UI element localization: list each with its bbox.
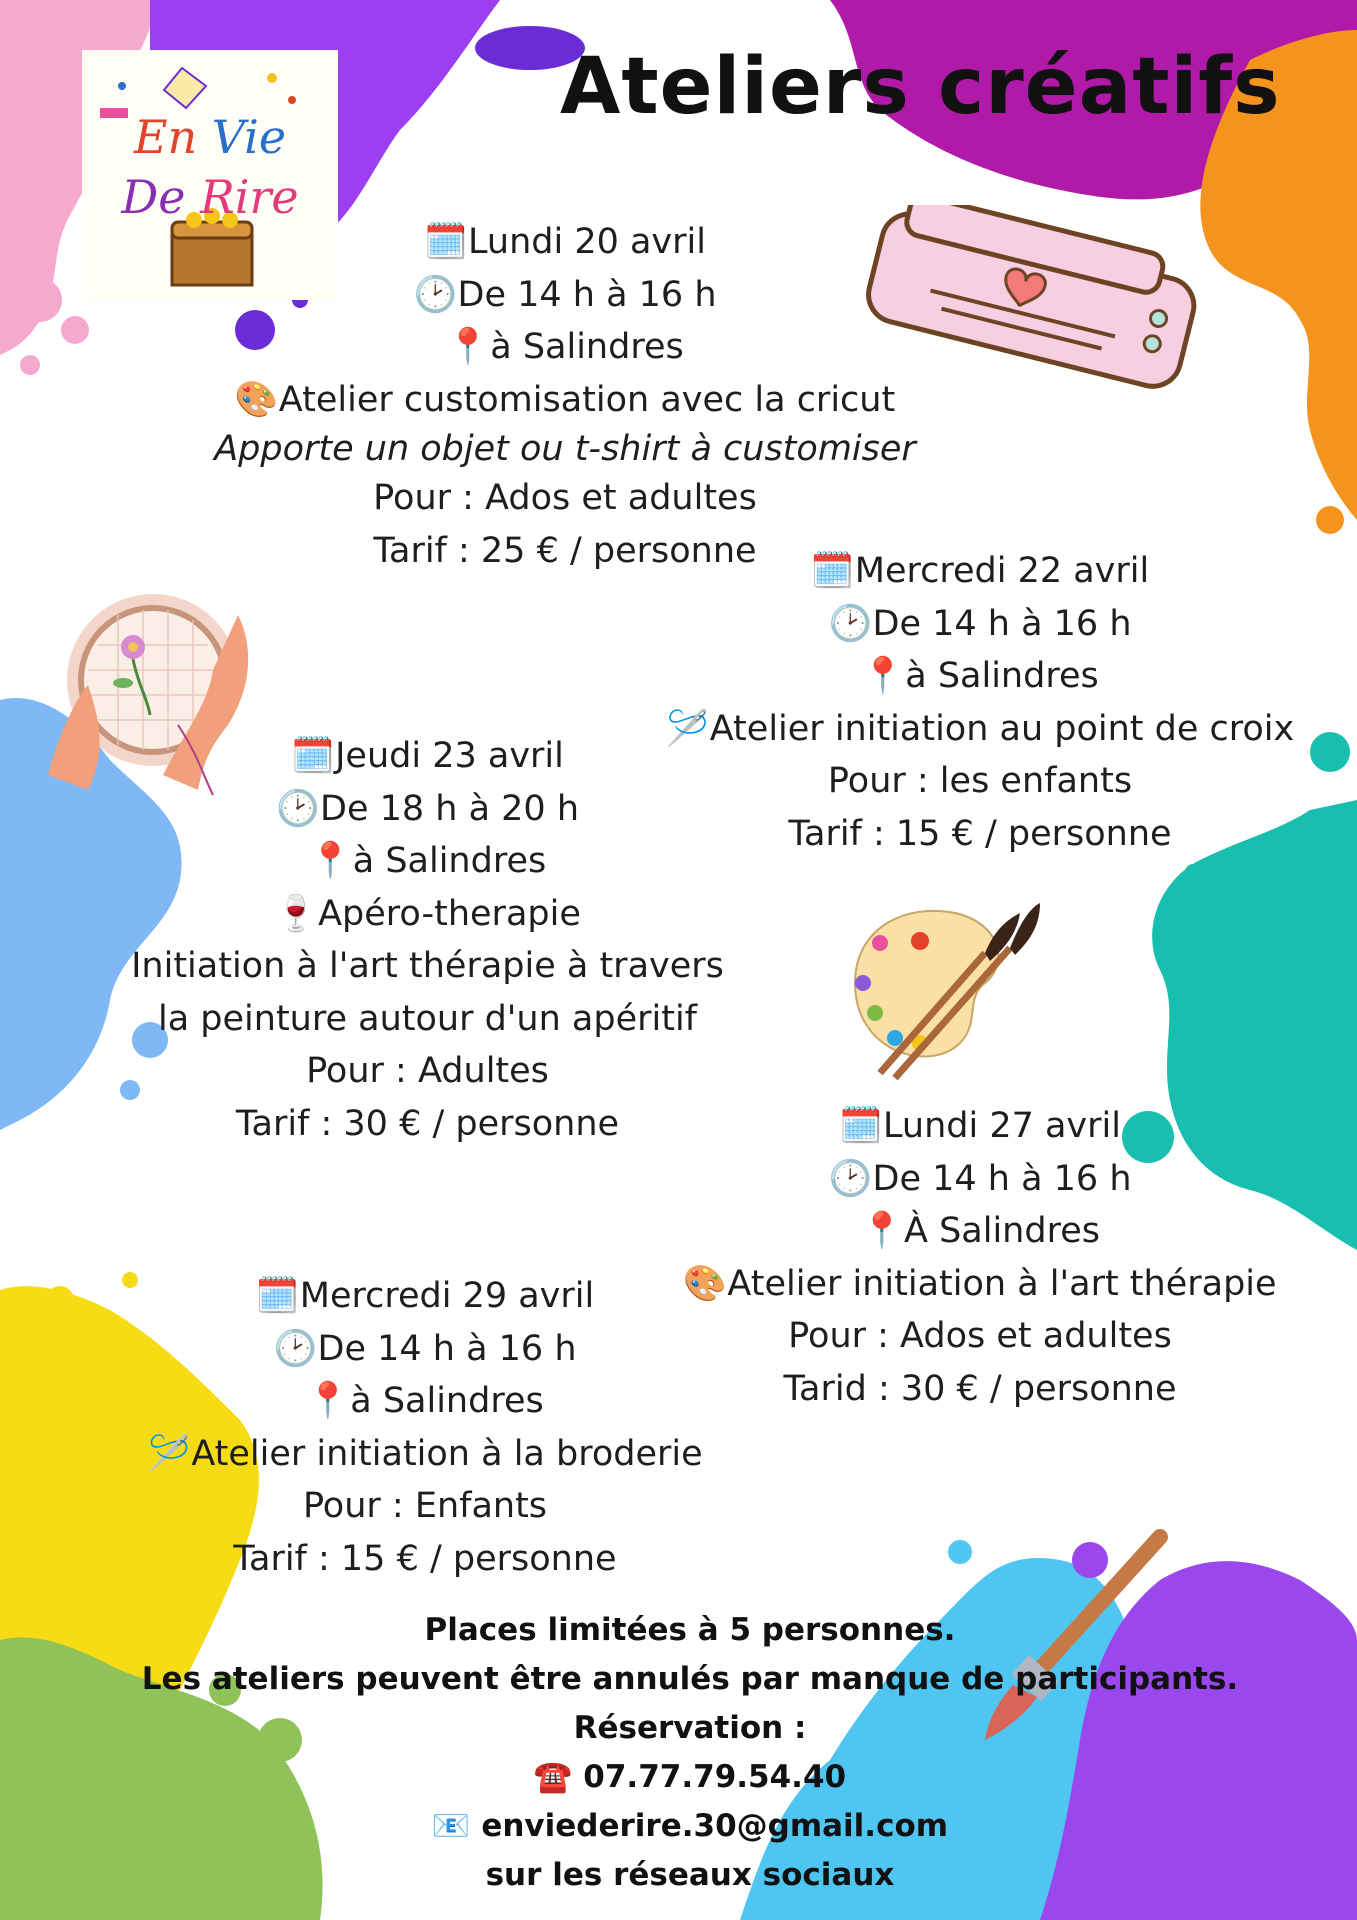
- clock-icon: 🕑: [828, 603, 873, 644]
- reservation-footer: [80, 1606, 1300, 1900]
- logo-word-de: De: [121, 170, 186, 224]
- calendar-icon: 🗓️: [255, 1276, 300, 1316]
- clock-icon: 🕑: [413, 274, 458, 315]
- event-date-line: [110, 216, 1020, 269]
- event-time-line: [650, 1153, 1310, 1206]
- light-blue-splash-drop: [948, 1540, 972, 1564]
- event-activity: Atelier customisation avec la cricut: [278, 379, 896, 420]
- event-date: Mercredi 29 avril: [299, 1276, 595, 1316]
- event-date-line: [650, 545, 1310, 598]
- event-place: À Salindres: [904, 1211, 1100, 1251]
- page-title: Ateliers créatifs: [560, 42, 1281, 132]
- logo-line-1: [82, 110, 338, 164]
- event-activity: Atelier initiation à l'art thérapie: [727, 1263, 1277, 1304]
- event-card-4: [650, 1100, 1310, 1415]
- event-place-line: [110, 321, 1020, 374]
- event-date-line: [650, 1100, 1310, 1153]
- calendar-icon: 🗓️: [424, 222, 468, 262]
- event-audience: Pour : Enfants: [302, 1486, 548, 1526]
- envelope-icon: 📧: [431, 1808, 482, 1844]
- event-place: à Salindres: [350, 1381, 544, 1421]
- event-audience: Pour : Ados et adultes: [788, 1316, 1172, 1356]
- social-networks-text: sur les réseaux sociaux: [485, 1857, 895, 1893]
- event-date: Mercredi 22 avril: [854, 551, 1150, 591]
- event-time: De 14 h à 16 h: [457, 274, 717, 315]
- event-time: De 18 h à 20 h: [320, 788, 579, 829]
- phone-line: [80, 1753, 1300, 1802]
- pink-splash-drop: [18, 278, 62, 322]
- event-card-3: [100, 730, 755, 1150]
- email-address[interactable]: enviederire.30@gmail.com: [481, 1808, 949, 1844]
- pin-icon: 📍: [860, 1211, 904, 1251]
- event-place: à Salindres: [490, 327, 684, 367]
- event-card-5: [110, 1270, 740, 1585]
- orange-splash-drop: [1316, 506, 1344, 534]
- event-time-line: [110, 269, 1020, 322]
- email-line: [80, 1802, 1300, 1851]
- event-time-line: [110, 1323, 740, 1376]
- pin-icon: 📍: [306, 1381, 350, 1421]
- event-card-1: [110, 216, 1020, 577]
- event-time-line: [100, 783, 755, 836]
- palette-icon: 🎨: [683, 1263, 728, 1304]
- event-activity-line: [110, 374, 1020, 427]
- pin-icon: 📍: [446, 327, 490, 367]
- event-place-line: [650, 1205, 1310, 1258]
- pin-icon: 📍: [861, 656, 905, 696]
- event-note: Apporte un objet ou t-shirt à customiser: [214, 429, 916, 469]
- event-activity: Atelier initiation au point de croix: [709, 708, 1295, 749]
- event-audience: Pour : Adultes: [306, 1051, 549, 1091]
- pink-splash-drop: [20, 355, 40, 375]
- yellow-splash-drop: [46, 1286, 74, 1314]
- clock-icon: 🕑: [276, 788, 320, 829]
- event-place-line: [110, 1375, 740, 1428]
- event-date: Jeudi 23 avril: [335, 736, 564, 776]
- places-limited-text: Places limitées à 5 personnes.: [424, 1612, 956, 1648]
- paint-palette-icon: [835, 893, 1045, 1083]
- phone-number[interactable]: 07.77.79.54.40: [583, 1759, 847, 1795]
- calendar-icon: 🗓️: [291, 736, 335, 776]
- event-time-line: [650, 598, 1310, 651]
- event-description-2: la peinture autour d'un apéritif: [157, 998, 697, 1039]
- logo-word-en: En: [133, 110, 198, 164]
- event-description-1: Initiation à l'art thérapie à travers: [131, 946, 724, 986]
- wine-glass-icon: 🍷: [274, 893, 318, 934]
- calendar-icon: 🗓️: [839, 1106, 883, 1146]
- event-activity-line: [100, 888, 755, 941]
- event-activity: Apéro-therapie: [318, 893, 581, 934]
- event-activity-line: [110, 1428, 740, 1481]
- event-place-line: [650, 650, 1310, 703]
- needle-thread-icon: 🪡: [665, 708, 710, 749]
- event-activity-line: [650, 1258, 1310, 1311]
- event-time: De 14 h à 16 h: [872, 1158, 1132, 1199]
- reservation-heading: Réservation :: [573, 1710, 807, 1746]
- event-date: Lundi 20 avril: [468, 222, 706, 262]
- palette-icon: 🎨: [234, 379, 279, 420]
- needle-thread-icon: 🪡: [147, 1433, 191, 1474]
- event-date: Lundi 27 avril: [883, 1106, 1121, 1146]
- event-price: Tarif : 15 € / personne: [788, 813, 1172, 854]
- event-date-line: [100, 730, 755, 783]
- event-audience: Pour : Ados et adultes: [373, 478, 757, 518]
- cancellation-notice: Les ateliers peuvent être annulés par manque de participants.: [141, 1661, 1239, 1697]
- event-place-line: [100, 835, 755, 888]
- clock-icon: 🕑: [828, 1158, 873, 1199]
- telephone-icon: ☎️: [533, 1759, 584, 1795]
- logo-word-vie: Vie: [211, 110, 287, 164]
- teal-splash-drop: [1310, 732, 1350, 772]
- event-time: De 14 h à 16 h: [317, 1328, 577, 1369]
- teal-splash-drop: [1185, 864, 1201, 880]
- event-place: à Salindres: [352, 841, 547, 881]
- pink-splash-drop: [61, 316, 89, 344]
- event-activity: Atelier initiation à la broderie: [191, 1433, 703, 1474]
- pin-icon: 📍: [308, 841, 353, 881]
- event-price: Tarid : 30 € / personne: [783, 1368, 1177, 1409]
- calendar-icon: 🗓️: [810, 551, 855, 591]
- event-price: Tarif : 30 € / personne: [235, 1103, 620, 1144]
- clock-icon: 🕑: [273, 1328, 318, 1369]
- event-date-line: [110, 1270, 740, 1323]
- event-audience: Pour : les enfants: [827, 761, 1133, 801]
- event-price: Tarif : 15 € / personne: [233, 1538, 617, 1579]
- event-place: à Salindres: [905, 656, 1099, 696]
- logo-word-rire: Rire: [200, 170, 299, 224]
- event-price: Tarif : 25 € / personne: [373, 530, 757, 571]
- event-time: De 14 h à 16 h: [872, 603, 1132, 644]
